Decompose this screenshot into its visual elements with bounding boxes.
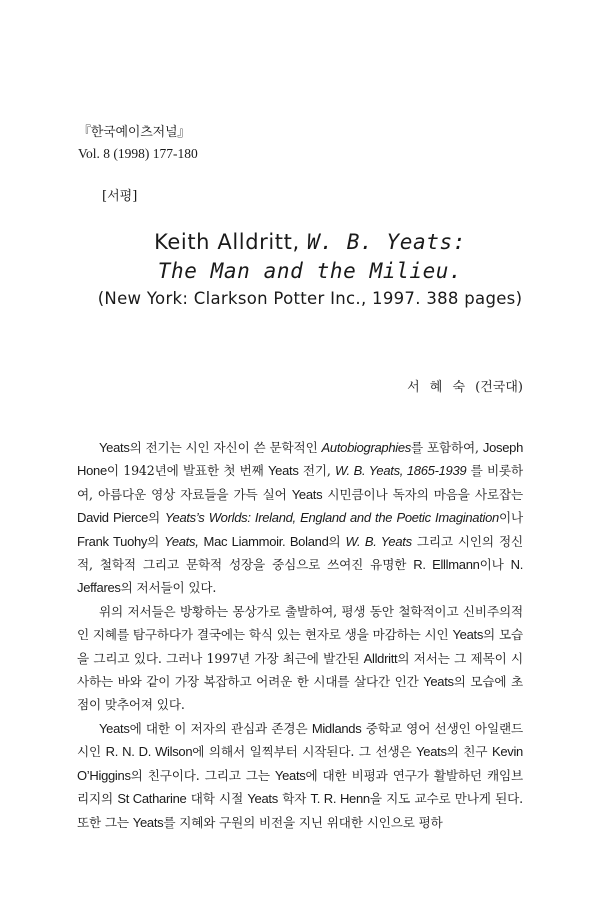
text-run: 에 대한 이 저자의 관심과 존경은: [129, 720, 312, 736]
text-run: 를 포함하여,: [411, 440, 483, 455]
text-run: 이나: [479, 557, 511, 573]
text-run: Yeats: [291, 486, 323, 502]
text-run: W. B. Yeats, 1865-1939: [335, 463, 467, 479]
text-run: Frank Tuohy: [77, 533, 148, 549]
text-run: Mac Liammoir. Boland: [203, 533, 329, 549]
text-run: 이나: [498, 510, 523, 526]
text-run: 의 친구이다. 그리고 그는: [130, 767, 275, 783]
reviewer-name: 서 혜 숙: [407, 380, 466, 395]
text-run: 그리고 시인의 정신적, 철학적 그리고 문학적 성장을 중심으로 쓰여진 유명한: [77, 533, 523, 573]
text-run: 의 저서들이 있다.: [120, 580, 217, 596]
review-title: [40, 228, 580, 310]
title-line-1: [40, 228, 580, 257]
text-run: 위의 저서들은 방황하는 몽상가로 출발하여, 평생 동안 철학적이고 신비주의적인 지혜를 탐구하다가 결국에는 학식 있는 현자로 생을 마감하는 시인: [77, 603, 523, 643]
text-run: 를 지혜와 구원의 비전을 지닌 위대한 시인으로 평하: [163, 814, 443, 830]
text-run: 대학 시절: [186, 791, 248, 807]
text-run: Yeats: [99, 440, 130, 455]
text-run: Yeats: [267, 463, 299, 479]
title-line-2: [40, 257, 580, 286]
book-author: Keith Alldritt,: [154, 230, 308, 254]
text-run: W. B. Yeats: [345, 533, 412, 549]
text-run: St Catharine: [117, 791, 187, 807]
review-body: [77, 436, 523, 834]
text-run: 의: [148, 510, 165, 526]
text-run: 의 친구: [446, 744, 492, 760]
text-run: David Pierce: [77, 510, 149, 526]
journal-name: 『한국예이츠저널』: [78, 125, 191, 140]
volume-info: Vol. 8 (1998) 177-180: [78, 146, 198, 161]
section-label: [서평]: [102, 189, 138, 204]
text-run: T. R. Henn: [310, 791, 370, 807]
text-run: Alldritt: [363, 650, 398, 666]
text-run: Yeats: [247, 791, 278, 807]
text-run: Midlands: [311, 720, 362, 736]
text-run: Yeats: [416, 744, 447, 760]
text-run: 의: [328, 533, 346, 549]
text-run: 의 전기는 시인 자신이 쓴 문학적인: [129, 440, 322, 455]
reviewer: [407, 376, 523, 395]
paragraph-1: [77, 436, 523, 600]
paragraph-2: [77, 600, 523, 717]
text-run: 이 1942년에 발표한 첫 번째: [106, 463, 268, 479]
text-run: Yeats: [423, 674, 454, 690]
text-run: Autobiographies: [321, 440, 412, 455]
text-run: 의 모습을 그리고 있다. 그러나 1997년 가장 최근에 발간된: [77, 627, 523, 666]
text-run: Yeats,: [164, 533, 199, 549]
text-run: 에 대한 비평과 연구가 활발하던 캐임브리지의: [77, 767, 524, 807]
text-run: 의 모습에 초점이 맞추어져 있다.: [77, 674, 523, 713]
text-run: R. Elllmann: [413, 557, 480, 573]
text-run: Kevin O’Higgins: [77, 744, 523, 783]
text-run: 전기,: [298, 463, 336, 479]
publication-info: (New York: Clarkson Potter Inc., 1997. 388 pages): [97, 289, 523, 308]
text-run: 의 저서는 그 제목이 시사하는 바와 같이 가장 복잡하고 어려운 한 시대를 살다간 인간: [77, 650, 523, 690]
text-run: Yeats: [274, 767, 306, 783]
text-run: R. N. D. Wilson: [105, 744, 193, 760]
text-run: 시민큼이나 독자의 마음을 사로잡는: [322, 486, 523, 502]
text-run: N. Jeffares: [77, 557, 524, 596]
text-run: 에 의해서 일찍부터 시작된다. 그 선생은: [192, 744, 417, 760]
text-run: Yeats’s Worlds: Ireland, England and the Poetic Imagination: [164, 510, 499, 526]
text-run: 를 비롯하여, 아름다운 영상 자료들을 가득 실어: [77, 463, 523, 502]
text-run: 학자: [277, 791, 311, 807]
text-run: Yeats: [99, 720, 130, 736]
text-run: Yeats: [452, 627, 484, 643]
text-run: 을 지도 교수로 만나게 된다. 또한 그는: [77, 791, 523, 830]
reviewer-affiliation: (건국대): [475, 380, 523, 395]
text-run: Yeats: [132, 814, 164, 830]
text-run: 중학교 영어 선생인 아일랜드 시인: [77, 720, 523, 760]
text-run: 의: [147, 533, 165, 549]
book-title-part-2: The Man and the Milieu.: [157, 259, 463, 283]
paragraph-3: [77, 717, 523, 834]
text-run: Joseph Hone: [77, 440, 523, 479]
book-title-part-1: W. B. Yeats:: [307, 230, 466, 254]
